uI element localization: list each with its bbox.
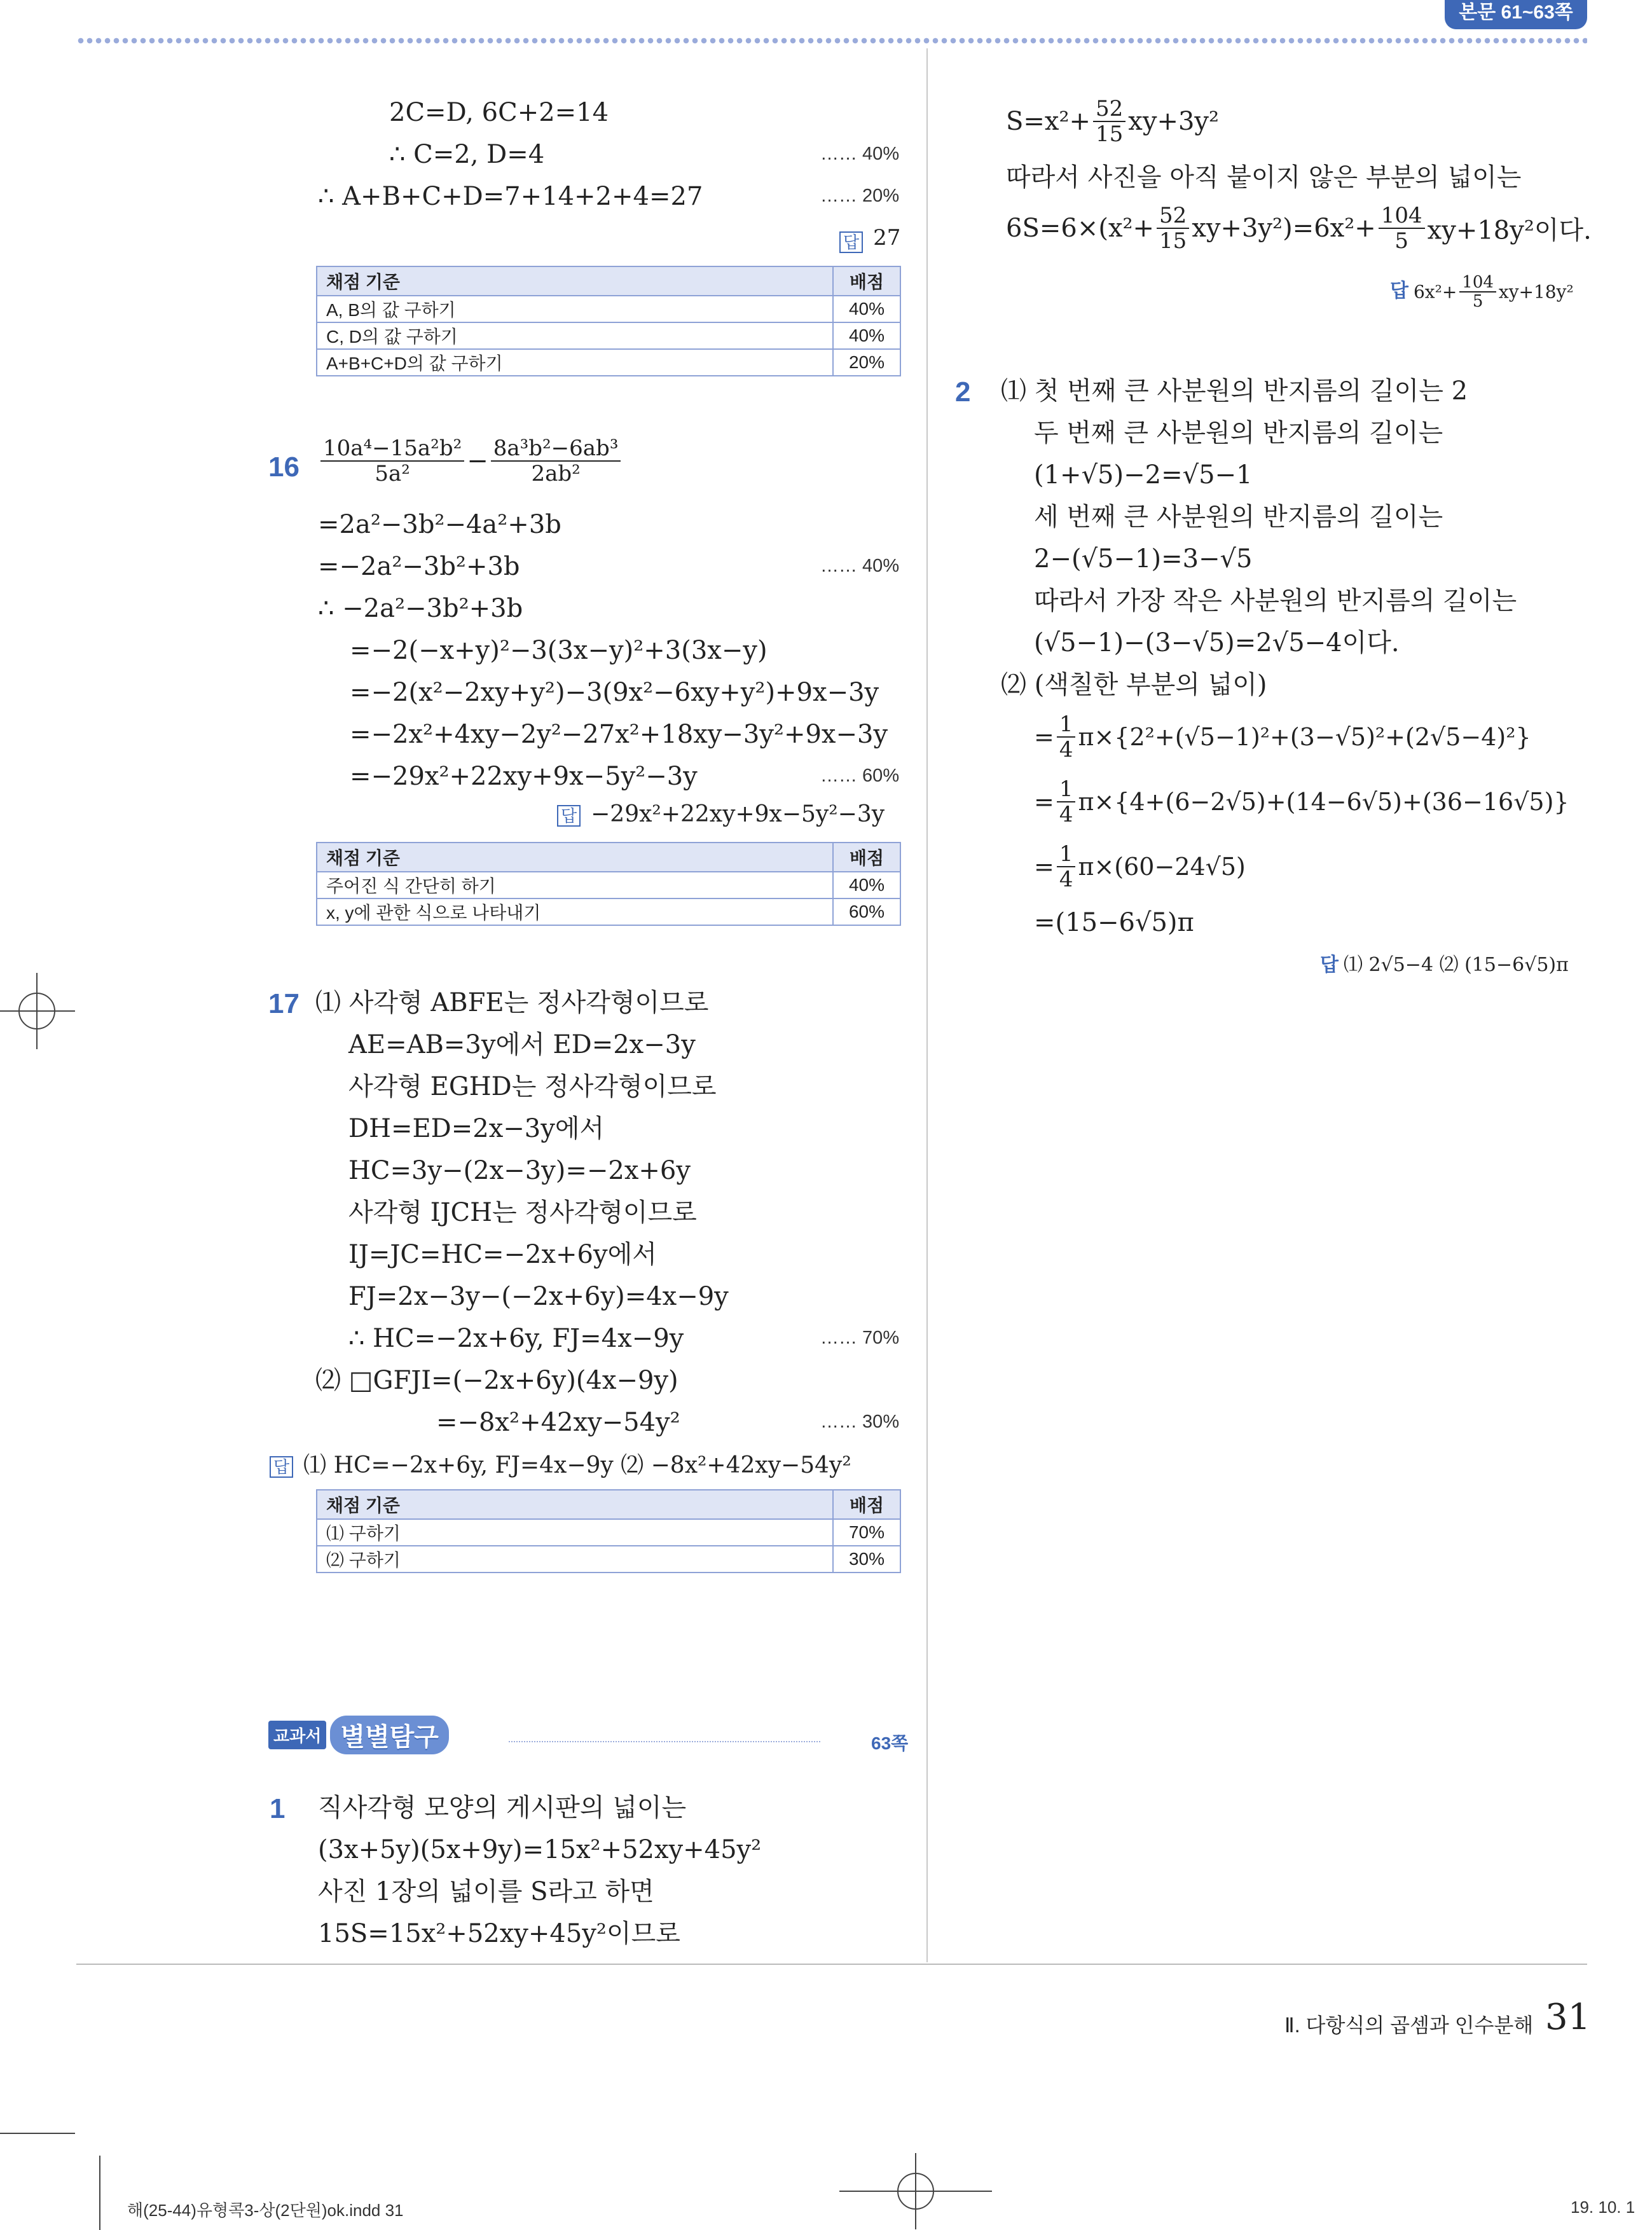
q16-line-3: ∴ −2a²−3b²+3b <box>318 594 523 623</box>
q15-scoring-table <box>316 266 901 376</box>
p1-answer <box>1390 273 1574 310</box>
numerator: 104 <box>1459 273 1496 293</box>
q16-answer <box>557 801 885 827</box>
table-row <box>317 322 900 349</box>
q16-answer-value: −29x²+22xy+9x−5y²−3y <box>591 801 885 827</box>
registration-mark-left <box>0 973 76 1049</box>
numerator: 104 <box>1379 203 1425 229</box>
criteria-cell: x, y에 관한 식으로 나타내기 <box>317 898 833 925</box>
q17-line-10: ⑵ □GFJI=(−2x+6y)(4x−9y) <box>315 1366 678 1395</box>
score-cell: 20% <box>833 349 900 376</box>
p2-line-2: 두 번째 큰 사분원의 반지름의 길이는 <box>1034 418 1443 448</box>
q17-line-9: ∴ HC=−2x+6y, FJ=4x−9y <box>348 1324 684 1353</box>
table-row <box>317 296 900 322</box>
q17-answer <box>270 1447 851 1480</box>
p2-line-8: ⑵ (색칠한 부분의 넓이) <box>1001 670 1267 699</box>
expr-part: xy+3y²)=6x²+ <box>1192 214 1376 243</box>
footer-rule <box>76 1964 1587 1965</box>
q16-fraction-2 <box>491 436 621 486</box>
criteria-cell: C, D의 값 구하기 <box>317 322 833 349</box>
table-row <box>317 349 900 376</box>
denominator: 4 <box>1059 867 1073 892</box>
denominator: 4 <box>1059 737 1073 762</box>
p1-line-3: 사진 1장의 넓이를 S라고 하면 <box>318 1877 654 1906</box>
q16-line-5: =−2(x²−2xy+y²)−3(9x²−6xy+y²)+9x−3y <box>350 678 879 707</box>
criteria-cell: ⑵ 구하기 <box>317 1546 833 1573</box>
header-dotted-rule <box>76 36 1587 46</box>
answer-marker: 답 <box>270 1456 293 1478</box>
q15-line-1: 2C=D, 6C+2=14 <box>389 98 609 127</box>
numerator: 1 <box>1057 842 1076 867</box>
fraction <box>1157 203 1189 253</box>
q16-score-60: …… 60% <box>820 766 900 786</box>
problem-number-1: 1 <box>270 1793 286 1824</box>
answer-marker: 답 <box>1390 280 1408 301</box>
q17-line-4: DH=ED=2x−3y에서 <box>348 1114 605 1143</box>
q17-line-6: 사각형 IJCH는 정사각형이므로 <box>348 1198 697 1227</box>
q16-line-1: =2a²−3b²−4a²+3b <box>318 510 561 539</box>
table-row <box>317 872 900 898</box>
p2-line-1: ⑴ 첫 번째 큰 사분원의 반지름의 길이는 2 <box>1001 376 1468 406</box>
table-header-criteria: 채점 기준 <box>317 1490 833 1519</box>
q15-score-40: …… 40% <box>820 144 900 164</box>
numerator: 1 <box>1057 712 1076 738</box>
q17-line-5: HC=3y−(2x−3y)=−2x+6y <box>348 1156 691 1185</box>
score-cell: 40% <box>833 872 900 898</box>
p2-line-9 <box>1034 712 1531 762</box>
expr-part: xy+3y² <box>1128 107 1220 136</box>
table-row <box>317 1519 900 1546</box>
q17-scoring-table <box>316 1489 901 1573</box>
q15-answer-value: 27 <box>873 225 901 251</box>
table-header-score: 배점 <box>833 1490 900 1519</box>
table-header-criteria: 채점 기준 <box>317 266 833 296</box>
fraction <box>1459 273 1496 310</box>
denominator: 2ab² <box>531 461 581 486</box>
q15-line-3: ∴ A+B+C+D=7+14+2+4=27 <box>318 182 703 211</box>
column-divider <box>926 48 928 1962</box>
print-date: 19. 10. 1 <box>1571 2198 1635 2217</box>
numerator: 8a³b²−6ab³ <box>491 436 621 462</box>
p2-answer <box>1320 949 1569 977</box>
question-number-16: 16 <box>268 451 299 483</box>
p1-line-1: 직사각형 모양의 게시판의 넓이는 <box>318 1793 687 1822</box>
expr-part: π×{2²+(√5−1)²+(3−√5)²+(2√5−4)²} <box>1078 723 1531 751</box>
table-header-score: 배점 <box>833 843 900 872</box>
denominator: 4 <box>1059 802 1073 827</box>
numerator: 52 <box>1093 97 1125 122</box>
question-number-17: 17 <box>268 988 299 1019</box>
p2-line-3: (1+√5)−2=√5−1 <box>1034 460 1253 490</box>
answer-part: xy+18y² <box>1498 281 1574 303</box>
p2-answer-value: ⑴ 2√5−4 ⑵ (15−6√5)π <box>1343 954 1569 976</box>
numerator: 1 <box>1057 777 1076 802</box>
q16-line-4: =−2(−x+y)²−3(3x−y)²+3(3x−y) <box>350 636 767 665</box>
equals: = <box>1034 853 1054 881</box>
q16-line-6: =−2x²+4xy−2y²−27x²+18xy−3y²+9x−3y <box>350 720 888 749</box>
criteria-cell: A, B의 값 구하기 <box>317 296 833 322</box>
table-header-score: 배점 <box>833 266 900 296</box>
p2-line-7: (√5−1)−(3−√5)=2√5−4이다. <box>1034 628 1400 657</box>
p2-line-12: =(15−6√5)π <box>1034 908 1194 937</box>
p1-line-2: (3x+5y)(5x+9y)=15x²+52xy+45y² <box>318 1835 762 1864</box>
criteria-cell: 주어진 식 간단히 하기 <box>317 872 833 898</box>
p2-line-5: 2−(√5−1)=3−√5 <box>1034 544 1253 574</box>
section-banner <box>268 1716 449 1754</box>
q17-line-2: AE=AB=3y에서 ED=2x−3y <box>348 1030 696 1059</box>
p1-cont-line-2: 따라서 사진을 아직 붙이지 않은 부분의 넓이는 <box>1006 163 1522 192</box>
q16-line-7: =−29x²+22xy+9x−5y²−3y <box>350 762 698 791</box>
page-number: 31 <box>1545 1997 1591 2038</box>
score-cell: 60% <box>833 898 900 925</box>
file-info: 해(25-44)유형콕3-상(2단원)ok.indd 31 <box>127 2201 404 2220</box>
q15-score-20: …… 20% <box>820 186 900 206</box>
criteria-cell: ⑴ 구하기 <box>317 1519 833 1546</box>
denominator: 15 <box>1096 121 1124 147</box>
p2-line-4: 세 번째 큰 사분원의 반지름의 길이는 <box>1034 502 1443 532</box>
fraction <box>1093 97 1125 146</box>
p1-cont-line-1 <box>1006 97 1219 146</box>
q17-score-70: …… 70% <box>820 1328 900 1348</box>
score-cell: 40% <box>833 322 900 349</box>
registration-mark-bottom <box>839 2153 992 2229</box>
answer-marker: 답 <box>839 231 863 253</box>
equals: = <box>1034 788 1054 816</box>
answer-marker: 답 <box>1320 954 1339 975</box>
table-header-criteria: 채점 기준 <box>317 843 833 872</box>
answer-marker: 답 <box>557 805 581 827</box>
answer-part: 6x²+ <box>1413 281 1457 303</box>
fraction <box>1379 203 1425 253</box>
table-row <box>317 1546 900 1573</box>
q17-line-1: ⑴ 사각형 ABFE는 정사각형이므로 <box>315 988 709 1017</box>
page-reference-badge: 본문 61~63쪽 <box>1445 0 1587 29</box>
q17-answer-value: ⑴ HC=−2x+6y, FJ=4x−9y ⑵ −8x²+42xy−54y² <box>303 1452 851 1478</box>
denominator: 5 <box>1394 228 1409 254</box>
fraction-quarter <box>1057 777 1076 827</box>
p2-line-10 <box>1034 777 1569 827</box>
q16-fraction-1 <box>320 436 464 486</box>
section-banner-title: 별별탐구 <box>330 1716 449 1754</box>
expr-part: xy+18y²이다. <box>1427 216 1592 245</box>
p2-line-6: 따라서 가장 작은 사분원의 반지름의 길이는 <box>1034 586 1517 616</box>
section-banner-prefix: 교과서 <box>268 1721 326 1749</box>
expr-part: 6S=6×(x²+ <box>1006 214 1155 243</box>
q17-score-30: …… 30% <box>820 1412 900 1432</box>
fraction-quarter <box>1057 842 1076 891</box>
q16-scoring-table <box>316 842 901 926</box>
p1-line-4: 15S=15x²+52xy+45y²이므로 <box>318 1919 680 1948</box>
q16-expression: $\frac{\text{10a⁴−15a²b²}}{\text{5a²}}$ − $\frac{\text{8a³b²−6ab³}}{\text{2ab²}}$ <box>318 436 623 486</box>
q15-line-2: ∴ C=2, D=4 <box>389 140 545 169</box>
problem-number-2: 2 <box>955 376 971 408</box>
table-row <box>317 898 900 925</box>
crop-mark <box>0 2133 75 2134</box>
denominator: 15 <box>1159 228 1187 254</box>
q17-line-3: 사각형 EGHD는 정사각형이므로 <box>348 1072 717 1101</box>
numerator: 10a⁴−15a²b² <box>320 436 464 462</box>
criteria-cell: A+B+C+D의 값 구하기 <box>317 349 833 376</box>
q15-answer <box>839 225 900 253</box>
q16-line-2: =−2a²−3b²+3b <box>318 552 520 581</box>
score-cell: 70% <box>833 1519 900 1546</box>
chapter-title: Ⅱ. 다항식의 곱셈과 인수분해 <box>1284 2014 1534 2037</box>
q17-line-8: FJ=2x−3y−(−2x+6y)=4x−9y <box>348 1282 729 1311</box>
score-cell: 30% <box>833 1546 900 1573</box>
expr-part: π×(60−24√5) <box>1078 853 1246 881</box>
numerator: 52 <box>1157 203 1189 229</box>
denominator: 5a² <box>375 461 410 486</box>
q17-line-11: =−8x²+42xy−54y² <box>436 1408 680 1437</box>
section-banner-dots <box>509 1741 820 1742</box>
denominator: 5 <box>1472 292 1483 311</box>
q17-line-7: IJ=JC=HC=−2x+6y에서 <box>348 1240 657 1269</box>
p1-cont-line-3 <box>1006 203 1592 253</box>
expr-part: S=x²+ <box>1006 107 1091 136</box>
expr-part: π×{4+(6−2√5)+(14−6√5)+(36−16√5)} <box>1078 788 1569 816</box>
equals: = <box>1034 723 1054 751</box>
p2-line-11 <box>1034 842 1246 891</box>
score-cell: 40% <box>833 296 900 322</box>
q16-score-40: …… 40% <box>820 556 900 576</box>
fraction-quarter <box>1057 712 1076 762</box>
crop-mark <box>99 2156 100 2230</box>
section-banner-page: 63쪽 <box>871 1733 909 1753</box>
